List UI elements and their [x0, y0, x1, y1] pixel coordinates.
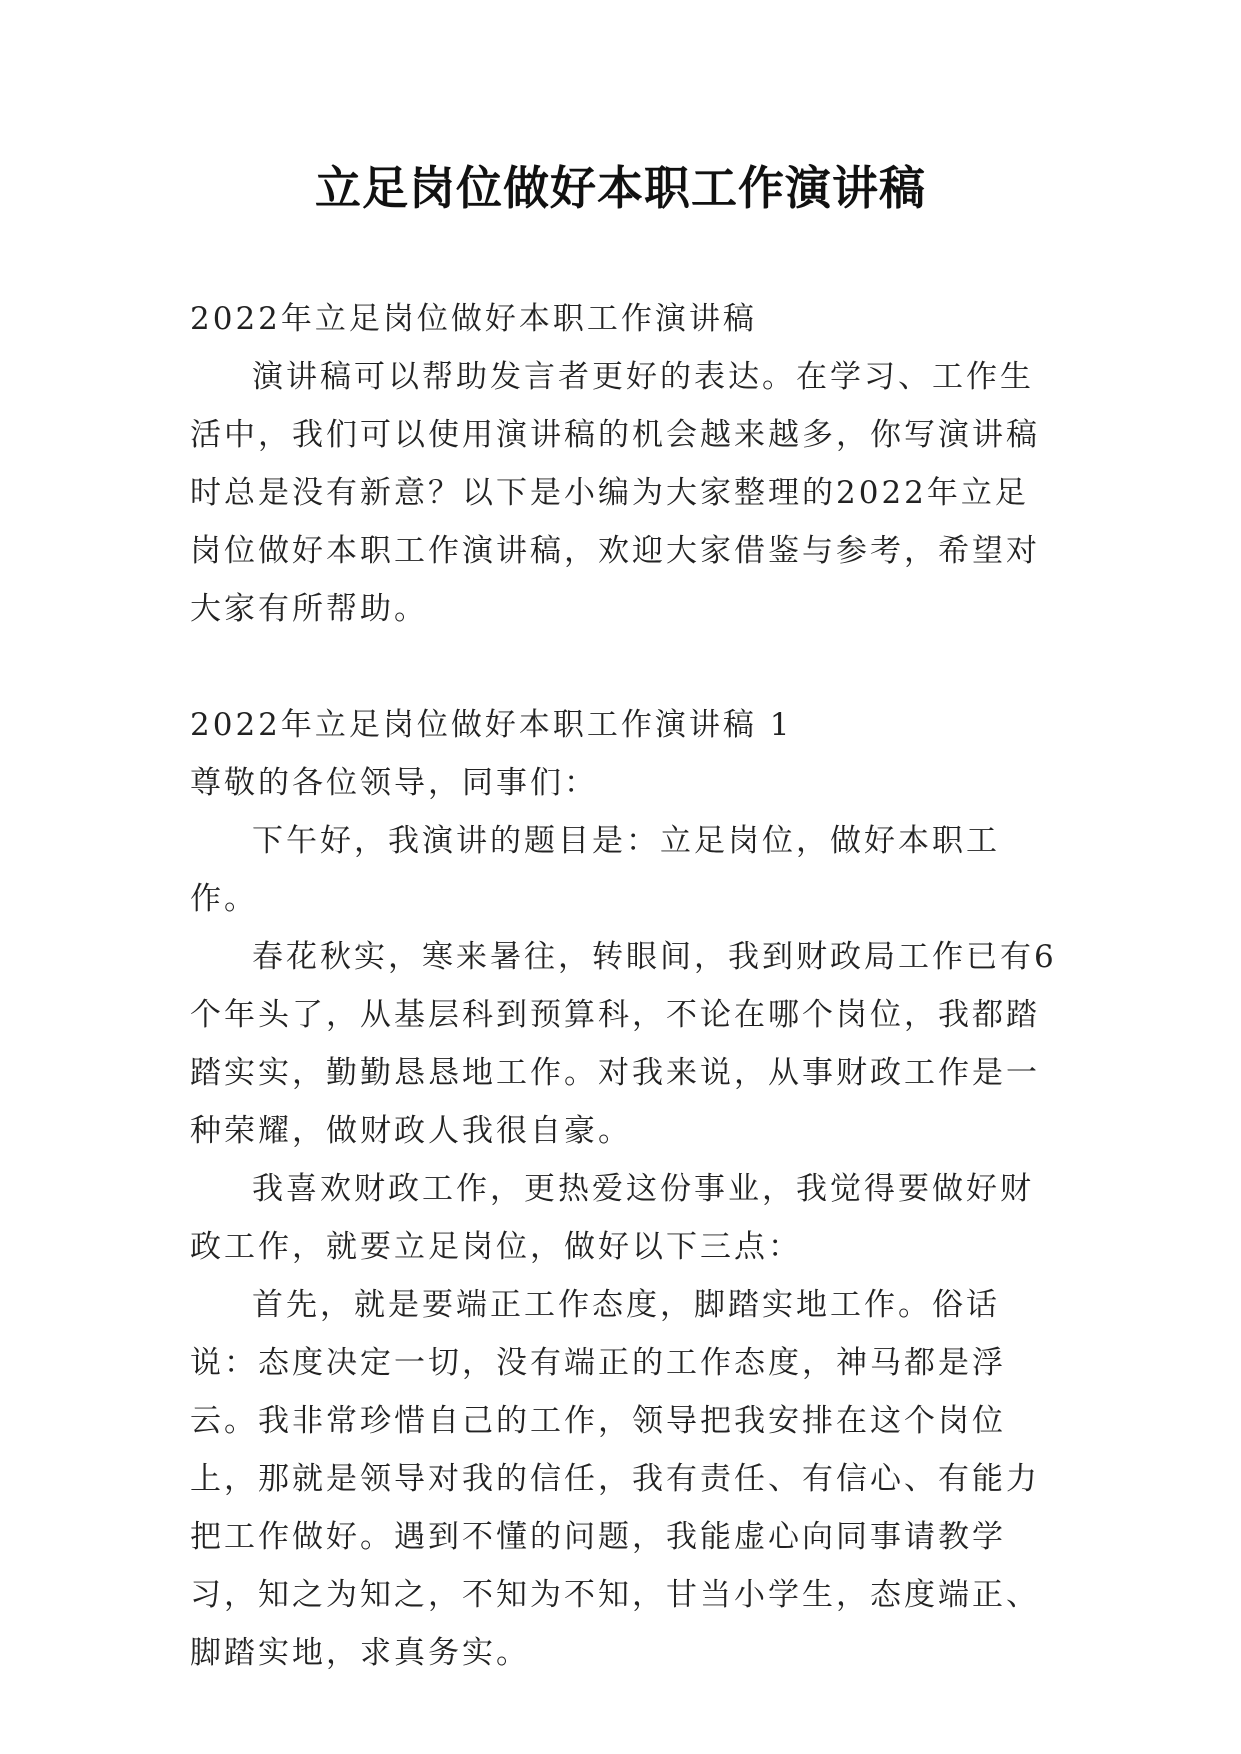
body-paragraph: 首先，就是要端正工作态度，脚踏实地工作。俗话说：态度决定一切，没有端正的工作态度，神马都是浮云。我非常珍惜自己的工作，领导把我安排在这个岗位上，那就是领导对我的信任，我有责任、有信心、有能力把工作做好。遇到不懂的问题，我能虚心向同事请教学习，知之为知之，不知为不知，甘当小学生，态度端正、脚踏实地，求真务实。	[190, 1287, 1040, 1671]
section-heading: 2022年立足岗位做好本职工作演讲稿 1	[190, 707, 793, 743]
body-paragraph: 我喜欢财政工作，更热爱这份事业，我觉得要做好财政工作，就要立足岗位，做好以下三点：	[190, 1171, 1034, 1265]
document-subtitle: 2022年立足岗位做好本职工作演讲稿	[190, 301, 757, 337]
document-title: 立足岗位做好本职工作演讲稿	[315, 161, 926, 215]
body-paragraph: 春花秋实，寒来暑往，转眼间，我到财政局工作已有6个年头了，从基层科到预算科，不论在哪个岗位，我都踏踏实实，勤勤恳恳地工作。对我来说，从事财政工作是一种荣耀，做财政人我很自豪。	[190, 939, 1057, 1149]
salutation: 尊敬的各位领导，同事们：	[190, 765, 598, 801]
body-paragraph: 下午好，我演讲的题目是：立足岗位，做好本职工作。	[190, 823, 1000, 917]
document-body	[190, 290, 1060, 1682]
intro-paragraph: 演讲稿可以帮助发言者更好的表达。在学习、工作生活中，我们可以使用演讲稿的机会越来越多，你写演讲稿时总是没有新意？以下是小编为大家整理的2022年立足岗位做好本职工作演讲稿，欢迎大家借鉴与参考，希望对大家有所帮助。	[190, 359, 1040, 627]
